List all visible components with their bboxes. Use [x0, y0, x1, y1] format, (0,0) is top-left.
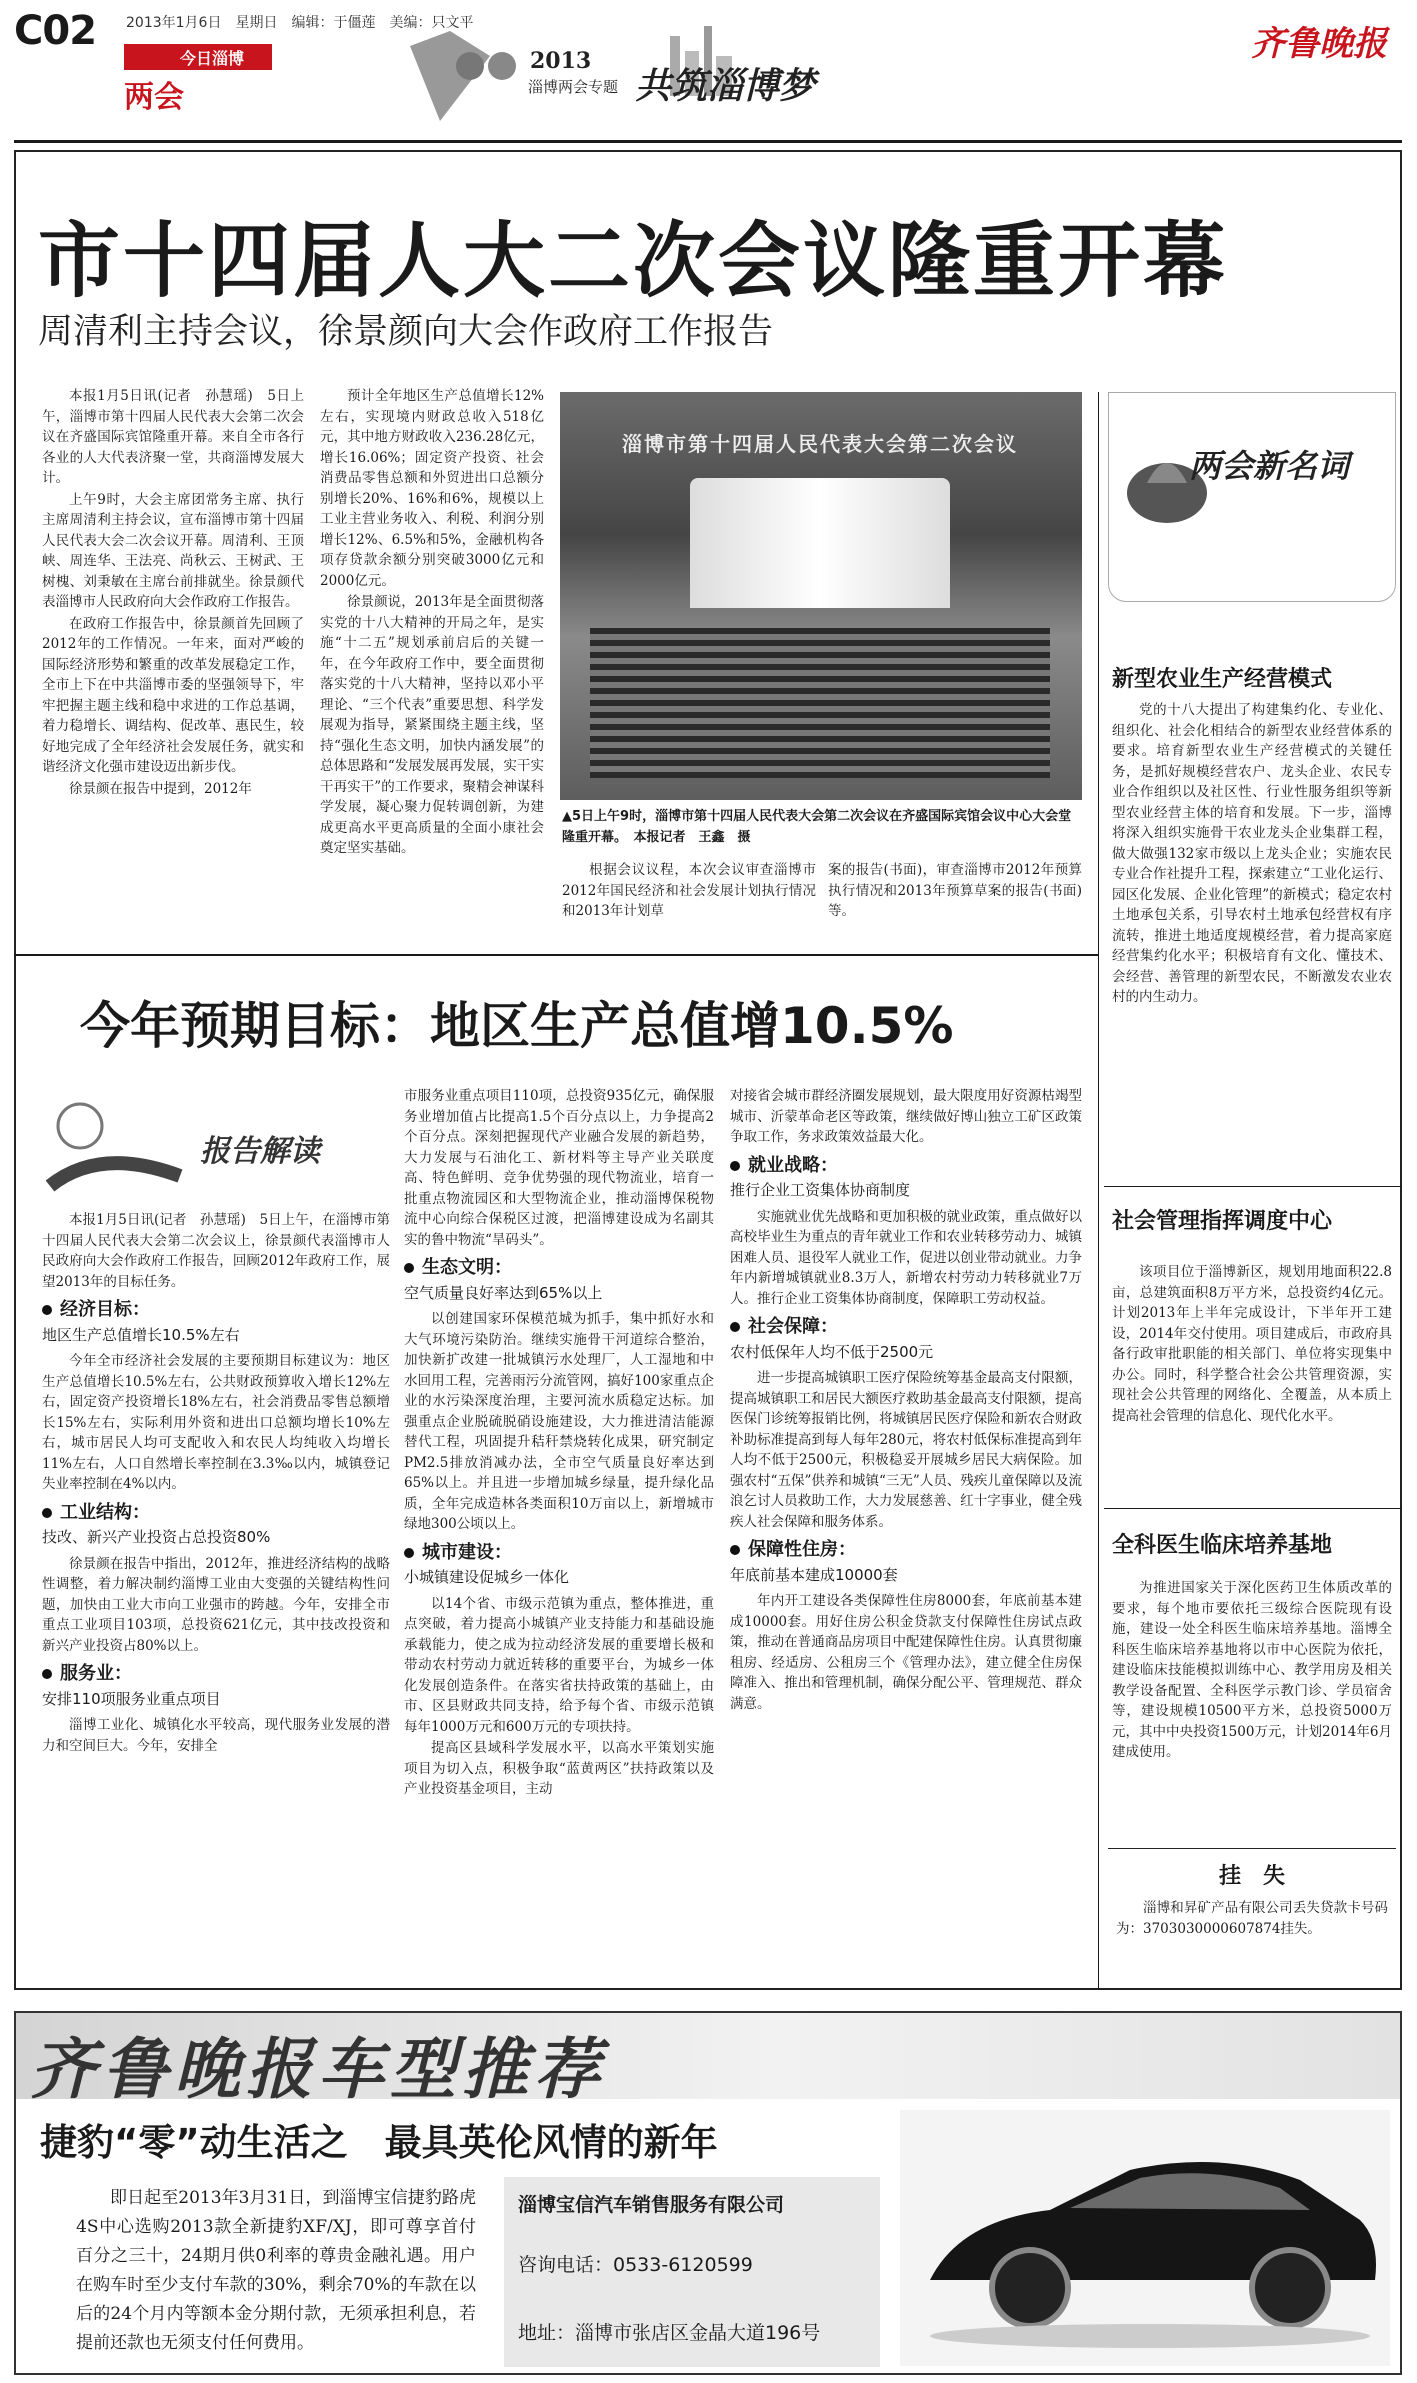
section-subheading: 地区生产总值增长10.5%左右: [42, 1325, 240, 1344]
masthead-rule: [14, 140, 1402, 143]
notice-title: 挂 失: [1218, 1864, 1285, 1889]
lightbulb-icon: [40, 1086, 190, 1206]
paragraph: 淄博工业化、城镇化水平较高，现代服务业发展的潜力和空间巨大。今年，安排全: [42, 1717, 390, 1754]
report-logo-title: 报告解读: [200, 1134, 320, 1169]
paragraph: 淄博和昇矿产品有限公司丢失贷款卡号码为：3703030000607874挂失。: [1116, 1900, 1388, 1937]
ad-phone: 咨询电话：0533-6120599: [518, 2254, 753, 2276]
emblem-icon: [488, 52, 516, 80]
section-title: 两会: [124, 80, 184, 115]
section-subheading: 小城镇建设促城乡一体化: [404, 1568, 570, 1586]
wheel-icon: [992, 2250, 1068, 2326]
lead-headline: 市十四届人大二次会议隆重开幕: [38, 214, 1229, 309]
lead-subheadline: 周清利主持会议，徐景颜向大会作政府工作报告: [38, 312, 774, 352]
sidebar-divider: [1104, 1508, 1402, 1509]
newspaper-brand: 齐鲁晚报: [1251, 24, 1387, 64]
section-heading-text: 就业战略：: [748, 1154, 838, 1176]
report-column-3: [730, 1086, 1082, 1970]
bullet-icon: [404, 1548, 414, 1558]
section-heading: [730, 1540, 1082, 1561]
notice-body: [1116, 1898, 1388, 1940]
paragraph: 为推进国家关于深化医药卫生体质改革的要求，每个地市要依托三级综合医院现有设施，建设一处全科医生临床培养基地。淄博全科医生临床培养基地将以市中心医院为依托，建设临床技能模拟训练中心、教学用房及相关教学设备配置、全科医学示教门诊、学员宿舍等，建设规模10500平方米，总投资5000万元，其中中央投资1500万元，计划2014年6月建成使用。: [1112, 1580, 1392, 1760]
sidebar-divider: [1104, 1186, 1402, 1187]
wheel-icon: [1252, 2250, 1328, 2326]
ad-address: 地址：淄博市张店区金晶大道196号: [518, 2322, 821, 2344]
ad-banner-title: 齐鲁晚报车型推荐: [30, 2030, 606, 2108]
photo-banner-text: 淄博市第十四届人民代表大会第二次会议: [622, 432, 1018, 456]
section-subheading: 安排110项服务业重点项目: [42, 1689, 221, 1708]
section-heading: [730, 1156, 1082, 1177]
section-heading-text: 城市建设：: [422, 1541, 512, 1563]
masthead-banner: [410, 26, 830, 126]
report-headline: 今年预期目标：地区生产总值增10.5%: [80, 997, 954, 1055]
report-column-1: [42, 1210, 390, 1970]
ad-company: 淄博宝信汽车销售服务有限公司: [518, 2194, 785, 2216]
paragraph: 对接省会城市群经济圈发展规划，最大限度用好资源枯竭型城市、沂蒙革命老区等政策，继续做好博山独立工矿区政策争取工作，务求政策效益最大化。: [730, 1088, 1082, 1145]
sidebar-item-title: 新型农业生产经营模式: [1112, 667, 1333, 692]
paragraph: 预计全年地区生产总值增长12%左右，实现境内财政总收入518亿元，其中地方财政收入236.28亿元，增长16.06%；固定资产投资、社会消费品零售总额和外贸进出口总额分别增长20%、16%和6%，规模以上工业主营业务收入、利税、利润分别增长12%、6.5%和5%，金融机构各项存贷款余额分别突破3000亿元和2000亿元。: [320, 388, 544, 589]
dateline: 2013年1月6日 星期日 编辑：于僵莲 美编：只文平: [126, 15, 474, 31]
paragraph: 即日起至2013年3月31日，到淄博宝信捷豹路虎4S中心选购2013款全新捷豹XF/XJ，即可尊享首付百分之三十，24期月供0利率的尊贵金融礼遇。用户在购车时至少支付车款的30%，剩余70%的车款在以后的24个月内等额本金分期付款，无须承担利息，若提前还款也无须支付任何费用。: [76, 2188, 476, 2353]
paragraph: 案的报告(书面)，审查淄博市2012年预算执行情况和2013年预算草案的报告(书面)等。: [828, 862, 1082, 919]
section-heading: [404, 1543, 714, 1564]
paragraph: 党的十八大提出了构建集约化、专业化、组织化、社会化相结合的新型农业经营体系的要求。培育新型农业生产经营模式的关键任务，是抓好规模经营农户、龙头企业、农民专业合作组织以及社区性、行业性服务组织等新型农业经营主体的培育和发展。下一步，淄博将深入组织实施骨干农业龙头企业集群工程，做大做强132家市级以上龙头企业；实施农民专业合作社提升工程，探索建立“工业化运行、园区化发展、企业化管理”的新模式；稳定农村土地承包关系，引导农村土地承包经营权有序流转，推进土地适度规模经营，着力提高家庭经营集约化水平；积极培育有文化、懂技术、会经营、善管理的新型农民，不断激发农业农村的内生动力。: [1112, 702, 1392, 1005]
emblem-icon: [456, 52, 484, 80]
section-heading: [42, 1300, 390, 1321]
paragraph: 以14个省、市级示范镇为重点，整体推进，重点突破，着力提高小城镇产业支持能力和基础设施承载能力，使之成为拉动经济发展的重要增长极和带动农村劳动力就近转移的重要平台，为城乡一体化发展创造条件。在落实省扶持政策的基础上，由市、区县财政共同支持，给予每个省、市级示范镇每年1000万元和600万元的专项扶持。: [404, 1595, 714, 1735]
paragraph: 上午9时，大会主席团常务主席、执行主席周清利主持会议，宣布淄博市第十四届人民代表大会二次会议开幕。周清利、王顶峡、周连华、王法亮、尚秋云、王树武、王树槐、刘秉敏在主席台前排就坐。徐景颜代表淄博市人民政府向大会作政府工作报告。: [42, 491, 304, 610]
car-image: [900, 2110, 1390, 2366]
section-tag: 今日淄博: [124, 44, 272, 70]
section-heading-text: 工业结构：: [60, 1501, 150, 1523]
paragraph: 本报1月5日讯(记者 孙慧瑶) 5日上午，淄博市第十四届人民代表大会第二次会议在齐盛国际宾馆隆重开幕。来自全市各行各业的人大代表济聚一堂，共商淄博发展大计。: [42, 388, 304, 486]
section-heading-text: 经济目标：: [60, 1299, 150, 1320]
paragraph: 徐景颜在报告中指出，2012年，推进经济结构的战略性调整，着力解决制约淄博工业由大变强的关键结构性问题，加快由工业大市向工业强市的跨越。今年，安排全市重点工业项目103项，总投资621亿元，其中技改投资和新兴产业投资占80%以上。: [42, 1555, 390, 1654]
page-number: C02: [14, 8, 97, 54]
sidebar-item-body: [1112, 1578, 1392, 1878]
bullet-icon: [404, 1263, 414, 1273]
lead-column-1: [42, 386, 304, 926]
section-heading-text: 服务业：: [60, 1663, 132, 1684]
banner-subtitle: 淄博两会专题: [528, 78, 619, 96]
paragraph: 实施就业优先战略和更加积极的就业政策，重点做好以高校毕业生为重点的青年就业工作和农业转移劳动力、城镇困难人员、退役军人就业工作，促进以创业带动就业。力争年内新增城镇就业8.3万人，新增农村劳动力转移就业7万人。推行企业工资集体协商制度，保障职工劳动权益。: [730, 1208, 1082, 1307]
sidebar-logo-box: [1108, 392, 1396, 602]
bullet-icon: [42, 1508, 52, 1518]
paragraph: 今年全市经济社会发展的主要预期目标建议为：地区生产总值增长10.5%左右，公共财政预算收入增长12%左右，固定资产投资增长18%左右，社会消费品零售总额增长15%左右，实际利用外资和进出口总额均增长10%左右，城市居民人均可支配收入和农民人均纯收入均增长11%左右，人口自然增长率控制在3.3‰以内，城镇登记失业率控制在4%以内。: [42, 1353, 390, 1492]
ad-body: [76, 2184, 476, 2358]
sidebar-item-title: 全科医生临床培养基地: [1112, 1533, 1333, 1558]
sidebar-rule: [1098, 392, 1099, 1990]
photo-caption: ▲5日上午9时，淄博市第十四届人民代表大会第二次会议在齐盛国际宾馆会议中心大会堂隆重开幕。 本报记者 王鑫 摄: [562, 809, 1072, 845]
paragraph: 徐景颜在报告中提到，2012年: [69, 780, 252, 797]
section-heading: [42, 1503, 390, 1524]
bullet-icon: [42, 1669, 52, 1679]
ad-headline: 捷豹“零”动生活之 最具英伦风情的新年: [40, 2121, 718, 2164]
section-subheading: 年底前基本建成10000套: [730, 1565, 898, 1584]
sidebar-item-title: 社会管理指挥调度中心: [1112, 1209, 1333, 1234]
banner-slogan: 共筑淄博梦: [635, 65, 816, 107]
section-subheading: 技改、新兴产业投资占总投资80%: [42, 1528, 271, 1546]
paragraph: 在政府工作报告中，徐景颜首先回顾了2012年的工作情况。一年来，面对严峻的国际经济形势和繁重的改革发展稳定工作，全市上下在中共淄博市委的坚强领导下，牢牢把握主题主线和稳中求进的工作总基调，着力稳增长、调结构、促改革、惠民生，较好地完成了全年经济社会发展任务，就实和谐经济文化强市建设迈出新步伐。: [42, 615, 304, 775]
conference-photo: [560, 392, 1082, 800]
section-heading: [42, 1664, 390, 1685]
paragraph: 该项目位于淄博新区，规划用地面积22.8亩，总建筑面积8万平方米，总投资约4亿元。计划2013年上半年完成设计，下半年开工建设，2014年交付使用。项目建成后，市政府具备行政审批职能的相关部门、单位将实现集中办公。同时，科学整合社会公共管理资源，实现社会公共管理的网络化、全覆盖，从本质上提高社会管理的信息化、现代化水平。: [1112, 1264, 1392, 1424]
paragraph: 进一步提高城镇职工医疗保险统筹基金最高支付限额，提高城镇职工和居民大额医疗救助基金最高支付限额，提高医保门诊统筹报销比例，将城镇居民医疗保险和新农合财政补助标准提高到每人每年280元，将农村低保标准提高到年人均不低于2500元，积极稳妥开展城乡居民大病保险。加强农村“五保”供养和城镇“三无”人员、残疾儿童保障以及流浪乞讨人员救助工作，大力发展慈善、红十字事业，健全残疾人社会保障和服务体系。: [730, 1370, 1082, 1530]
section-heading-text: 生态文明：: [422, 1257, 512, 1278]
lead-column-2: [320, 386, 544, 926]
paragraph: 根据会议议程，本次会议审查淄博市2012年国民经济和社会发展计划执行情况和2013年计划草: [562, 862, 816, 919]
bullet-icon: [42, 1305, 52, 1315]
section-subheading: 农村低保年人均不低于2500元: [730, 1342, 934, 1361]
paragraph: 本报1月5日讯(记者 孙慧瑶) 5日上午，在淄博市第十四届人民代表大会第二次会议上，徐景颜代表淄博市人民政府向大会作政府工作报告，回顾2012年政府工作，展望2013年的目标任务。: [42, 1212, 390, 1290]
banner-year: 2013: [530, 48, 592, 74]
bullet-icon: [730, 1322, 740, 1332]
sidebar-item-body: [1112, 1262, 1392, 1502]
notice-box: [1108, 1848, 1396, 1982]
section-subheading: 空气质量良好率达到65%以上: [404, 1283, 603, 1302]
report-logo: [40, 1086, 400, 1206]
sidebar-item-body: [1112, 700, 1392, 1160]
section-subheading: 推行企业工资集体协商制度: [730, 1181, 911, 1199]
paragraph: 以创建国家环保模范城为抓手，集中抓好水和大气环境污染防治。继续实施骨干河道综合整治，加快新扩改建一批城镇污水处理厂，人工湿地和中水回用工程，完善雨污分流管网，搞好100家重点企业的水污染深度治理，主要河流水质稳定达标。加强重点企业脱硫脱硝设施建设，大力推进清洁能源替代工程，巩固提升秸秆禁烧转化成果，研究制定PM2.5排放消减办法，全市空气质量良好率达到65%以上。并且进一步增加城乡绿量，提升绿化品质，全年完成造林各类面积10万亩以上，新增城市绿地300公顷以上。: [404, 1311, 714, 1532]
section-rule: [14, 954, 1098, 956]
lead-column-4: [828, 860, 1082, 930]
section-heading: [730, 1317, 1082, 1338]
section-heading: [404, 1258, 714, 1279]
bullet-icon: [730, 1161, 740, 1171]
paragraph: 年内开工建设各类保障性住房8000套，年底前基本建成10000套。用好住房公积金贷款支付保障性住房试点政策，推动在普通商品房项目中配建保障性住房。认真贯彻廉租房、经适房、公租房三个《管理办法》，建立健全住房保障准入、推出和管理机制，确保分配公平、管理规范、群众满意。: [730, 1593, 1082, 1712]
report-column-2: [404, 1086, 714, 1970]
paragraph: 提高区县域科学发展水平，以高水平策划实施项目为切入点，积极争取“蓝黄两区”扶持政策以及产业投资基金项目，主动: [404, 1740, 714, 1797]
section-heading-text: 保障性住房：: [748, 1539, 856, 1560]
paragraph: 徐景颜说，2013年是全面贯彻落实党的十八大精神的开局之年，是实施“十二五”规划承前启后的关键一年，在今年政府工作中，要全面贯彻落实党的十八大精神，坚持以邓小平理论、“三个代表”重要思想、科学发展观为指导，紧紧围绕主题主线，坚持“强化生态文明，加快内涵发展”的总体思路和“发展发展再发展，实干实干再实干”的工作要求，聚精会神谋科学发展，凝心聚力促转调创新，为建成更高水平更高质量的全面小康社会奠定坚实基础。: [320, 594, 544, 856]
lead-column-3: [562, 860, 816, 930]
audience-seats: [590, 628, 1050, 778]
section-heading-text: 社会保障：: [748, 1316, 838, 1337]
stage-curtain: [690, 478, 950, 608]
bullet-icon: [730, 1545, 740, 1555]
paragraph: 市服务业重点项目110项，总投资935亿元，确保服务业增加值占比提高1.5个百分点以上，力争提高2个百分点。深刻把握现代产业融合发展的新趋势，大力发展与石油化工、新材料等主导产业关联度高、特色鲜明、竞争优势强的现代物流业，培育一批重点物流园区和大型物流企业，推动淄博保税物流中心向综合保税区过渡，把淄博建设成为名副其实的鲁中物流“旱码头”。: [404, 1088, 714, 1248]
sidebar-logo-title: 两会新名词: [1189, 447, 1350, 485]
